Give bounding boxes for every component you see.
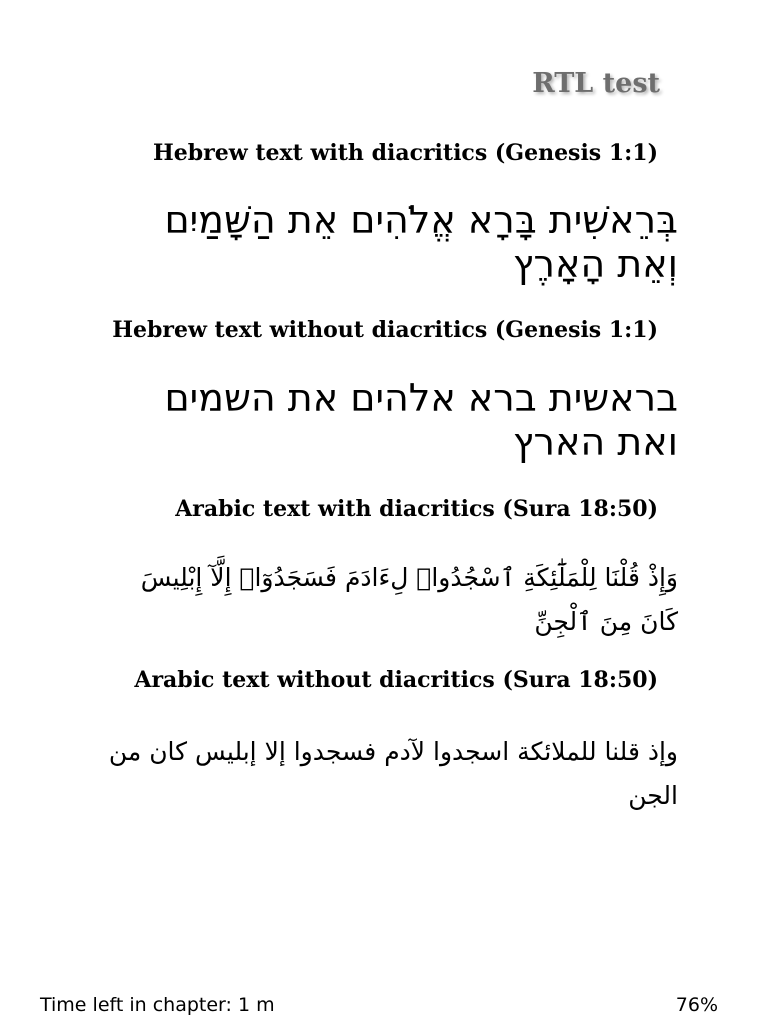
page-title: RTL test (532, 68, 660, 99)
section-heading-hebrew-plain: Hebrew text without diacritics (Genesis 1:1) (112, 317, 658, 343)
arabic-text-with-diacritics: وَإِذْ قُلْنَا لِلْمَلَٰٓئِكَةِ ٱسْجُدُوا۟ لِءَادَمَ فَسَجَدُوٓا۟ إِلَّآ إِبْلِيسَ كَانَ مِنَ ٱلْجِنِّ (140, 563, 678, 636)
hebrew-text-with-diacritics: בְּרֵאשִׁית בָּרָא אֱלֹהִים אֵת הַשָּׁמַיִם וְאֵת הָאָרֶץ (164, 198, 678, 286)
section-heading-hebrew-diacritics: Hebrew text with diacritics (Genesis 1:1) (153, 140, 658, 166)
time-left-status: Time left in chapter: 1 m (40, 994, 275, 1016)
arabic-text-without-diacritics: وإذ قلنا للملائكة اسجدوا لآدم فسجدوا إلا إبليس كان من الجن (108, 737, 678, 810)
hebrew-text-without-diacritics: בראשית ברא אלהים את השמים ואת הארץ (164, 376, 678, 464)
section-heading-arabic-diacritics: Arabic text with diacritics (Sura 18:50) (175, 496, 658, 522)
section-heading-arabic-plain: Arabic text without diacritics (Sura 18:50) (134, 667, 658, 693)
progress-percent: 76% (675, 994, 718, 1016)
